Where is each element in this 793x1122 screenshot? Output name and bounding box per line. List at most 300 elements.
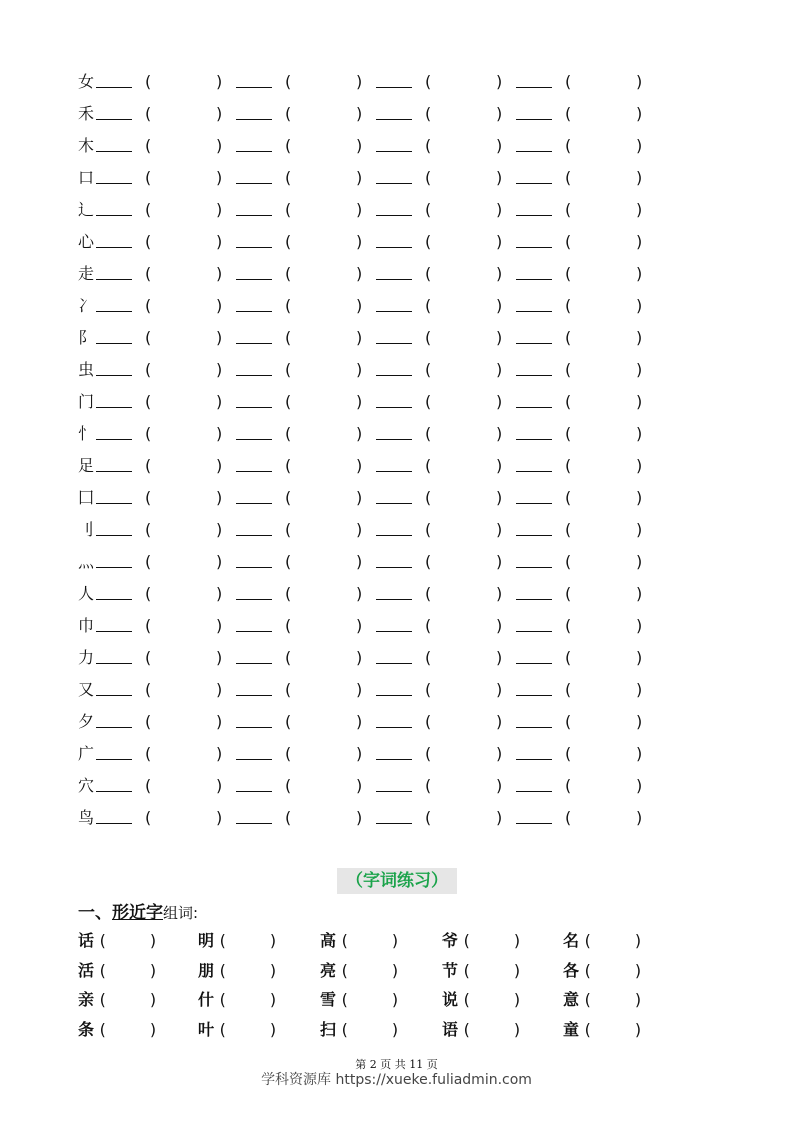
similar-char: 意 — [563, 990, 580, 1009]
radical-row — [0, 742, 793, 766]
paren-close: ) — [216, 616, 223, 635]
paren-close: ) — [216, 776, 223, 795]
paren-open: ( — [341, 961, 348, 980]
paren-open: ( — [425, 520, 432, 539]
paren-close: ) — [496, 648, 503, 667]
paren-close: ) — [513, 931, 521, 950]
paren-close: ) — [356, 488, 363, 507]
paren-open: ( — [463, 1020, 470, 1039]
answer-blank[interactable] — [376, 439, 412, 440]
answer-blank[interactable] — [516, 631, 552, 632]
answer-blank[interactable] — [236, 279, 272, 280]
answer-blank[interactable] — [96, 311, 132, 312]
paren-close: ) — [496, 328, 503, 347]
paren-open: ( — [285, 296, 292, 315]
paren-open: ( — [565, 168, 572, 187]
answer-blank[interactable] — [516, 759, 552, 760]
radical-char: 人 — [78, 584, 95, 603]
paren-open: ( — [584, 990, 591, 1009]
similar-char-item — [442, 1017, 520, 1043]
answer-blank[interactable] — [236, 503, 272, 504]
answer-blank[interactable] — [96, 535, 132, 536]
similar-char-item — [78, 928, 156, 954]
paren-close: ) — [216, 264, 223, 283]
answer-blank[interactable] — [516, 215, 552, 216]
paren-close: ) — [496, 520, 503, 539]
similar-char-item — [563, 987, 641, 1013]
paren-close: ) — [636, 520, 643, 539]
paren-close: ) — [513, 961, 521, 980]
paren-open: ( — [285, 456, 292, 475]
paren-open: ( — [145, 616, 152, 635]
paren-close: ) — [356, 456, 363, 475]
answer-blank[interactable] — [376, 375, 412, 376]
paren-open: ( — [285, 808, 292, 827]
paren-close: ) — [356, 232, 363, 251]
question-emphasis: 形近字 — [112, 903, 163, 923]
paren-close: ) — [496, 296, 503, 315]
paren-close: ) — [269, 990, 277, 1009]
radical-char: 虫 — [78, 360, 95, 379]
similar-char: 扫 — [320, 1020, 337, 1039]
paren-close: ) — [496, 136, 503, 155]
similar-chars-row — [0, 928, 793, 954]
paren-close: ) — [636, 424, 643, 443]
radical-char: 木 — [78, 136, 95, 155]
paren-open: ( — [463, 990, 470, 1009]
paren-open: ( — [285, 712, 292, 731]
paren-close: ) — [269, 961, 277, 980]
answer-blank[interactable] — [516, 567, 552, 568]
answer-blank[interactable] — [96, 471, 132, 472]
similar-char: 雪 — [320, 990, 337, 1009]
paren-close: ) — [496, 584, 503, 603]
answer-blank[interactable] — [236, 535, 272, 536]
paren-close: ) — [496, 808, 503, 827]
paren-close: ) — [216, 808, 223, 827]
paren-close: ) — [496, 392, 503, 411]
paren-close: ) — [636, 712, 643, 731]
answer-blank[interactable] — [376, 823, 412, 824]
paren-close: ) — [356, 744, 363, 763]
answer-blank[interactable] — [376, 663, 412, 664]
answer-blank[interactable] — [516, 823, 552, 824]
paren-close: ) — [356, 712, 363, 731]
answer-blank[interactable] — [516, 151, 552, 152]
paren-open: ( — [565, 584, 572, 603]
paren-open: ( — [285, 200, 292, 219]
radical-char: 辶 — [78, 200, 95, 219]
paren-close: ) — [636, 200, 643, 219]
similar-char: 朋 — [198, 961, 215, 980]
paren-close: ) — [216, 136, 223, 155]
radical-row — [0, 582, 793, 606]
similar-char-item — [563, 1017, 641, 1043]
answer-blank[interactable] — [376, 727, 412, 728]
answer-blank[interactable] — [96, 151, 132, 152]
paren-close: ) — [216, 328, 223, 347]
paren-close: ) — [216, 488, 223, 507]
answer-blank[interactable] — [236, 407, 272, 408]
paren-close: ) — [356, 680, 363, 699]
paren-open: ( — [565, 552, 572, 571]
answer-blank[interactable] — [236, 631, 272, 632]
answer-blank[interactable] — [236, 215, 272, 216]
paren-close: ) — [636, 456, 643, 475]
paren-close: ) — [634, 931, 642, 950]
answer-blank[interactable] — [516, 407, 552, 408]
paren-close: ) — [636, 104, 643, 123]
similar-char-item — [78, 958, 156, 984]
paren-open: ( — [145, 296, 152, 315]
paren-close: ) — [356, 520, 363, 539]
paren-open: ( — [425, 168, 432, 187]
answer-blank[interactable] — [516, 119, 552, 120]
radical-row — [0, 70, 793, 94]
paren-open: ( — [425, 616, 432, 635]
paren-close: ) — [356, 328, 363, 347]
answer-blank[interactable] — [96, 343, 132, 344]
paren-open: ( — [145, 200, 152, 219]
radical-row — [0, 614, 793, 638]
answer-blank[interactable] — [376, 791, 412, 792]
similar-char-item — [320, 987, 398, 1013]
paren-open: ( — [99, 1020, 106, 1039]
paren-open: ( — [425, 136, 432, 155]
answer-blank[interactable] — [236, 663, 272, 664]
paren-open: ( — [425, 488, 432, 507]
answer-blank[interactable] — [236, 439, 272, 440]
answer-blank[interactable] — [96, 503, 132, 504]
paren-close: ) — [216, 456, 223, 475]
answer-blank[interactable] — [96, 247, 132, 248]
paren-close: ) — [356, 264, 363, 283]
paren-close: ) — [149, 961, 157, 980]
answer-blank[interactable] — [236, 375, 272, 376]
similar-char-item — [442, 958, 520, 984]
answer-blank[interactable] — [236, 151, 272, 152]
answer-blank[interactable] — [376, 87, 412, 88]
answer-blank[interactable] — [516, 727, 552, 728]
answer-blank[interactable] — [236, 311, 272, 312]
paren-close: ) — [356, 168, 363, 187]
paren-close: ) — [216, 200, 223, 219]
answer-blank[interactable] — [96, 439, 132, 440]
paren-close: ) — [496, 712, 503, 731]
radical-char: 穴 — [78, 776, 95, 795]
paren-open: ( — [425, 456, 432, 475]
answer-blank[interactable] — [516, 535, 552, 536]
paren-close: ) — [216, 104, 223, 123]
paren-close: ) — [634, 990, 642, 1009]
paren-open: ( — [425, 680, 432, 699]
paren-close: ) — [496, 776, 503, 795]
radical-char: 力 — [78, 648, 95, 667]
answer-blank[interactable] — [236, 599, 272, 600]
answer-blank[interactable] — [516, 279, 552, 280]
footer-watermark: 学科资源库 https://xueke.fuliadmin.com — [261, 1072, 532, 1088]
answer-blank[interactable] — [516, 375, 552, 376]
paren-open: ( — [425, 776, 432, 795]
paren-open: ( — [285, 104, 292, 123]
answer-blank[interactable] — [516, 791, 552, 792]
answer-blank[interactable] — [236, 119, 272, 120]
paren-close: ) — [496, 264, 503, 283]
similar-chars-row — [0, 987, 793, 1013]
answer-blank[interactable] — [96, 567, 132, 568]
paren-open: ( — [565, 328, 572, 347]
answer-blank[interactable] — [376, 343, 412, 344]
answer-blank[interactable] — [96, 759, 132, 760]
paren-close: ) — [636, 392, 643, 411]
paren-close: ) — [216, 744, 223, 763]
answer-blank[interactable] — [236, 567, 272, 568]
question-heading — [78, 900, 198, 926]
paren-open: ( — [285, 232, 292, 251]
paren-open: ( — [425, 296, 432, 315]
answer-blank[interactable] — [96, 695, 132, 696]
paren-close: ) — [636, 72, 643, 91]
paren-open: ( — [565, 232, 572, 251]
paren-close: ) — [149, 990, 157, 1009]
paren-open: ( — [565, 264, 572, 283]
similar-char: 高 — [320, 931, 337, 950]
paren-open: ( — [285, 520, 292, 539]
paren-open: ( — [285, 136, 292, 155]
answer-blank[interactable] — [236, 471, 272, 472]
paren-close: ) — [356, 392, 363, 411]
radical-row — [0, 390, 793, 414]
radical-row — [0, 166, 793, 190]
paren-open: ( — [145, 456, 152, 475]
paren-close: ) — [216, 712, 223, 731]
radical-char: 又 — [78, 680, 95, 699]
paren-open: ( — [285, 552, 292, 571]
answer-blank[interactable] — [376, 471, 412, 472]
answer-blank[interactable] — [516, 247, 552, 248]
paren-close: ) — [216, 168, 223, 187]
paren-close: ) — [636, 264, 643, 283]
answer-blank[interactable] — [236, 727, 272, 728]
paren-open: ( — [99, 931, 106, 950]
answer-blank[interactable] — [516, 439, 552, 440]
paren-open: ( — [565, 200, 572, 219]
answer-blank[interactable] — [96, 119, 132, 120]
paren-close: ) — [149, 1020, 157, 1039]
paren-open: ( — [285, 424, 292, 443]
answer-blank[interactable] — [376, 279, 412, 280]
paren-close: ) — [636, 648, 643, 667]
answer-blank[interactable] — [516, 311, 552, 312]
answer-blank[interactable] — [96, 791, 132, 792]
paren-open: ( — [145, 584, 152, 603]
answer-blank[interactable] — [516, 471, 552, 472]
answer-blank[interactable] — [236, 759, 272, 760]
answer-blank[interactable] — [376, 247, 412, 248]
paren-open: ( — [565, 136, 572, 155]
answer-blank[interactable] — [96, 183, 132, 184]
paren-open: ( — [145, 104, 152, 123]
answer-blank[interactable] — [376, 599, 412, 600]
radical-char: 门 — [78, 392, 95, 411]
paren-close: ) — [513, 990, 521, 1009]
answer-blank[interactable] — [516, 343, 552, 344]
paren-open: ( — [285, 72, 292, 91]
paren-open: ( — [425, 424, 432, 443]
paren-open: ( — [341, 1020, 348, 1039]
answer-blank[interactable] — [376, 695, 412, 696]
paren-close: ) — [636, 232, 643, 251]
radical-row — [0, 678, 793, 702]
paren-close: ) — [356, 296, 363, 315]
paren-close: ) — [513, 1020, 521, 1039]
paren-open: ( — [565, 808, 572, 827]
answer-blank[interactable] — [376, 215, 412, 216]
answer-blank[interactable] — [96, 631, 132, 632]
similar-char-item — [442, 928, 520, 954]
radical-char: 夕 — [78, 712, 95, 731]
answer-blank[interactable] — [236, 247, 272, 248]
paren-open: ( — [145, 168, 152, 187]
answer-blank[interactable] — [96, 663, 132, 664]
paren-open: ( — [285, 648, 292, 667]
answer-blank[interactable] — [236, 87, 272, 88]
answer-blank[interactable] — [376, 119, 412, 120]
paren-open: ( — [145, 72, 152, 91]
paren-open: ( — [341, 990, 348, 1009]
answer-blank[interactable] — [376, 151, 412, 152]
answer-blank[interactable] — [96, 823, 132, 824]
paren-open: ( — [425, 648, 432, 667]
answer-blank[interactable] — [376, 183, 412, 184]
radical-row — [0, 646, 793, 670]
paren-open: ( — [145, 648, 152, 667]
answer-blank[interactable] — [96, 215, 132, 216]
answer-blank[interactable] — [236, 343, 272, 344]
answer-blank[interactable] — [376, 567, 412, 568]
paren-close: ) — [496, 360, 503, 379]
answer-blank[interactable] — [516, 503, 552, 504]
paren-open: ( — [565, 104, 572, 123]
similar-char: 说 — [442, 990, 459, 1009]
paren-open: ( — [145, 776, 152, 795]
answer-blank[interactable] — [96, 599, 132, 600]
answer-blank[interactable] — [96, 375, 132, 376]
paren-close: ) — [216, 520, 223, 539]
paren-close: ) — [356, 648, 363, 667]
paren-close: ) — [391, 931, 399, 950]
paren-open: ( — [425, 104, 432, 123]
paren-close: ) — [636, 360, 643, 379]
paren-open: ( — [565, 72, 572, 91]
radical-row — [0, 134, 793, 158]
paren-close: ) — [356, 104, 363, 123]
paren-open: ( — [145, 424, 152, 443]
answer-blank[interactable] — [516, 599, 552, 600]
answer-blank[interactable] — [376, 503, 412, 504]
paren-open: ( — [584, 961, 591, 980]
paren-open: ( — [285, 616, 292, 635]
similar-char-item — [563, 928, 641, 954]
radical-char: 忄 — [78, 424, 95, 443]
paren-close: ) — [216, 552, 223, 571]
answer-blank[interactable] — [376, 407, 412, 408]
paren-close: ) — [391, 1020, 399, 1039]
similar-chars-row — [0, 1017, 793, 1043]
answer-blank[interactable] — [516, 87, 552, 88]
answer-blank[interactable] — [96, 87, 132, 88]
answer-blank[interactable] — [96, 279, 132, 280]
answer-blank[interactable] — [376, 311, 412, 312]
answer-blank[interactable] — [376, 535, 412, 536]
answer-blank[interactable] — [516, 663, 552, 664]
paren-close: ) — [496, 200, 503, 219]
paren-open: ( — [285, 360, 292, 379]
radical-char: 足 — [78, 456, 95, 475]
answer-blank[interactable] — [376, 631, 412, 632]
paren-open: ( — [425, 584, 432, 603]
answer-blank[interactable] — [96, 407, 132, 408]
radical-char: 心 — [78, 232, 95, 251]
similar-char-item — [320, 1017, 398, 1043]
paren-close: ) — [356, 808, 363, 827]
paren-open: ( — [285, 744, 292, 763]
paren-close: ) — [356, 200, 363, 219]
answer-blank[interactable] — [236, 791, 272, 792]
paren-open: ( — [145, 488, 152, 507]
paren-open: ( — [565, 616, 572, 635]
paren-close: ) — [216, 680, 223, 699]
paren-open: ( — [285, 392, 292, 411]
paren-close: ) — [356, 360, 363, 379]
answer-blank[interactable] — [376, 759, 412, 760]
answer-blank[interactable] — [96, 727, 132, 728]
paren-open: ( — [285, 776, 292, 795]
paren-open: ( — [565, 296, 572, 315]
radical-char: 阝 — [78, 328, 95, 347]
similar-char-item — [198, 928, 276, 954]
paren-close: ) — [634, 961, 642, 980]
paren-open: ( — [425, 712, 432, 731]
radical-char: 走 — [78, 264, 95, 283]
answer-blank[interactable] — [236, 695, 272, 696]
paren-open: ( — [463, 961, 470, 980]
paren-close: ) — [216, 392, 223, 411]
answer-blank[interactable] — [236, 183, 272, 184]
similar-char: 明 — [198, 931, 215, 950]
paren-close: ) — [149, 931, 157, 950]
radical-row — [0, 518, 793, 542]
paren-open: ( — [145, 232, 152, 251]
answer-blank[interactable] — [236, 823, 272, 824]
paren-close: ) — [636, 552, 643, 571]
paren-close: ) — [356, 776, 363, 795]
answer-blank[interactable] — [516, 183, 552, 184]
similar-char: 话 — [78, 931, 95, 950]
radical-char: 女 — [78, 72, 95, 91]
paren-open: ( — [145, 520, 152, 539]
paren-close: ) — [216, 648, 223, 667]
answer-blank[interactable] — [516, 695, 552, 696]
paren-close: ) — [269, 931, 277, 950]
paren-close: ) — [216, 232, 223, 251]
paren-close: ) — [636, 680, 643, 699]
question-prefix: 一、 — [78, 903, 112, 923]
section-title: （字词练习） — [337, 868, 457, 894]
paren-close: ) — [391, 990, 399, 1009]
paren-close: ) — [496, 232, 503, 251]
similar-char: 亮 — [320, 961, 337, 980]
